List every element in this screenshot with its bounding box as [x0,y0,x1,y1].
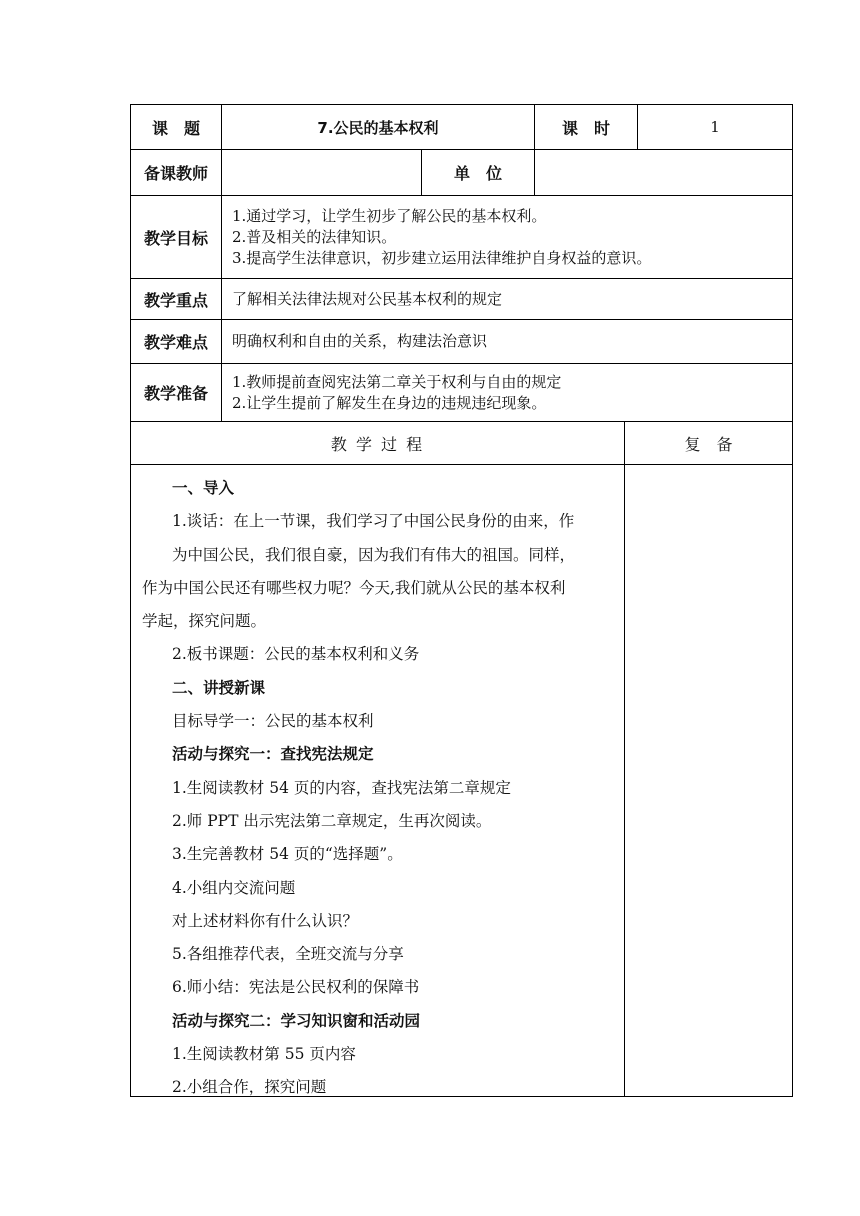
process-header: 教 学 过 程 [131,421,624,464]
process-line: 2.师 PPT 出示宪法第二章规定，生再次阅读。 [172,811,492,830]
process-line: 6.师小结：宪法是公民权利的保障书 [172,978,420,997]
teacher-value [221,149,421,195]
preparation-item: 1.教师提前查阅宪法第二章关于权利与自由的规定 [232,372,562,391]
topic-label: 课 题 [151,118,200,138]
key-point-label: 教学重点 [131,278,221,319]
process-line: 3.生完善教材 54 页的“选择题”。 [172,845,403,864]
review-body [624,464,792,1096]
process-line: 5.各组推荐代表，全班交流与分享 [172,945,404,964]
process-line: 学起，探究问题。 [142,612,267,631]
goals-list [221,195,792,278]
preparation-label: 教学准备 [131,363,221,421]
process-line: 活动与探究一：查找宪法规定 [172,745,374,764]
period-label: 课 时 [534,105,637,149]
process-line: 为中国公民，我们很自豪，因为我们有伟大的祖国。同样， [172,545,576,564]
unit-label: 单 位 [421,149,534,195]
key-point-text: 了解相关法律法规对公民基本权利的规定 [221,278,792,319]
goals-label: 教学目标 [131,195,221,278]
process-line: 1.谈话：在上一节课，我们学习了中国公民身份的由来，作 [172,512,575,531]
unit-value [534,149,792,195]
review-header: 复 备 [624,421,792,464]
difficulty-text: 明确权利和自由的关系，构建法治意识 [221,319,792,363]
process-line: 4.小组内交流问题 [172,878,296,897]
topic-value: 7.公民的基本权利 [221,105,534,149]
process-line: 活动与探究二：学习知识窗和活动园 [172,1011,421,1030]
process-line: 二、讲授新课 [172,678,266,697]
teacher-label: 备课教师 [131,149,221,195]
process-line: 作为中国公民还有哪些权力呢？今天,我们就从公民的基本权利 [142,578,566,597]
process-content [142,472,620,1105]
goal-item: 3.提高学生法律意识，初步建立运用法律维护自身权益的意识。 [232,248,652,267]
preparation-list [221,363,792,421]
process-line: 对上述材料你有什么认识？ [172,911,359,930]
period-value: 1 [637,105,792,149]
process-line: 1.生阅读教材第 55 页内容 [172,1045,356,1064]
process-line: 2.板书课题：公民的基本权利和义务 [172,645,420,664]
process-line: 一、导入 [172,479,235,497]
difficulty-label: 教学难点 [131,319,221,363]
process-line: 1.生阅读教材 54 页的内容，查找宪法第二章规定 [172,778,511,797]
preparation-item: 2.让学生提前了解发生在身边的违规违纪现象。 [232,393,547,412]
goal-item: 2.普及相关的法律知识。 [232,227,397,246]
goal-item: 1.通过学习，让学生初步了解公民的基本权利。 [232,206,547,225]
process-line: 目标导学一：公民的基本权利 [172,712,374,731]
process-line: 2.小组合作，探究问题 [172,1078,327,1097]
